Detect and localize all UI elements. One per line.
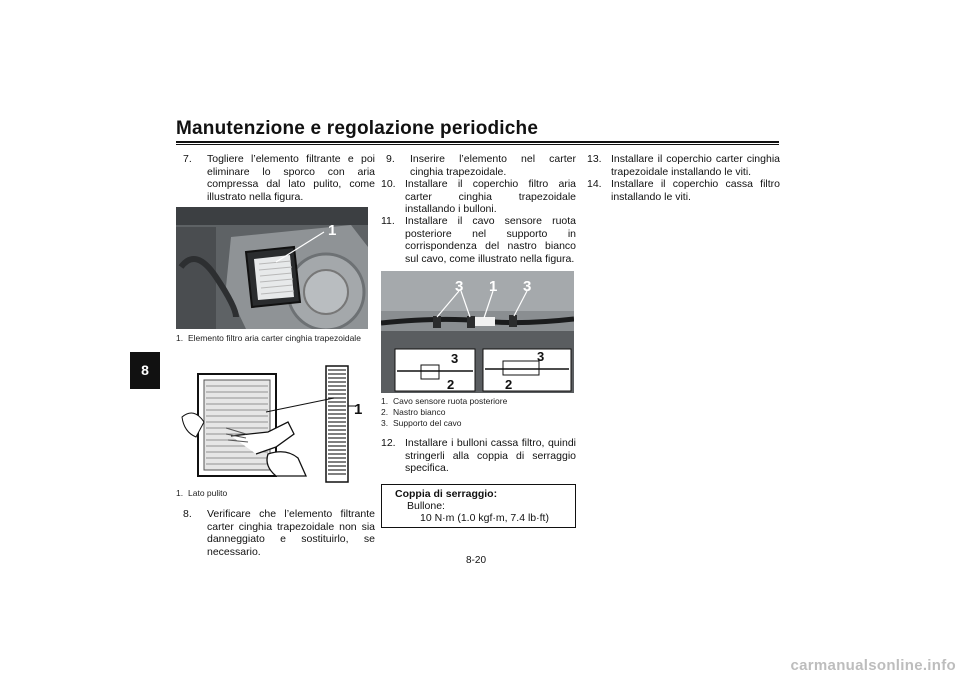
torque-heading: Coppia di serraggio: <box>395 488 498 500</box>
header-rule <box>176 141 779 143</box>
step-text: Installare il coperchio carter cinghia trapezoidale installando le viti. <box>611 153 780 178</box>
caption-number: 3. <box>381 418 389 428</box>
header-rule-thin <box>176 144 779 145</box>
step-text: Installare i bulloni cassa filtro, quindi stringerli alla coppia di serraggio specifica. <box>405 437 576 475</box>
caption-number: 1. <box>176 333 184 343</box>
step-number: 11. <box>381 215 395 227</box>
caption-number: 1. <box>381 396 389 406</box>
step-9 <box>386 153 576 179</box>
figure-3-callout-3d: 3 <box>537 349 545 364</box>
watermark: carmanualsonline.info <box>790 657 956 674</box>
caption-number: 2. <box>381 407 389 417</box>
torque-item: Bullone: <box>407 500 445 512</box>
step-text: Inserire l’elemento nel carter cinghia trapezoidale. <box>410 153 576 178</box>
figure-3-callout-3c: 3 <box>451 351 459 366</box>
figure-2-callout: 1 <box>354 401 363 418</box>
figure-3-callout-1: 1 <box>489 278 498 295</box>
step-number: 12. <box>381 437 396 449</box>
engine-photo-illustration <box>176 207 368 329</box>
step-text: Verificare che l’elemento filtrante carter cinghia trapezoidale non sia danneggiato e sostituirlo, se necessario. <box>207 508 375 558</box>
step-number: 7. <box>183 153 192 165</box>
photo-belt-case-filter <box>176 207 368 329</box>
step-13 <box>587 153 780 179</box>
step-text: Togliere l’elemento filtrante e poi eliminare lo sporco con aria compressa dal lato pulito, come illustrato nella figura. <box>207 153 375 203</box>
chapter-tab: 8 <box>130 352 160 389</box>
page-number: 8-20 <box>466 555 487 566</box>
torque-value: 10 N·m (1.0 kgf·m, 7.4 lb·ft) <box>420 512 549 524</box>
step-number: 10. <box>381 178 396 190</box>
figure-1-callout: 1 <box>328 222 337 239</box>
caption-text: Lato pulito <box>188 488 228 498</box>
filter-element-illustration <box>176 362 368 484</box>
figure-3-callout-3b: 3 <box>523 278 532 295</box>
page-title: Manutenzione e regolazione periodiche <box>176 118 539 139</box>
step-14 <box>587 178 780 204</box>
caption-line-3 <box>381 418 571 429</box>
figure-3-callout-2b: 2 <box>505 377 513 392</box>
step-10 <box>381 178 576 216</box>
caption-text: Nastro bianco <box>393 407 446 417</box>
photo-sensor-cable <box>381 271 574 393</box>
step-11 <box>381 215 576 267</box>
step-number: 13. <box>587 153 602 165</box>
figure-1-caption <box>176 333 371 357</box>
caption-line-1 <box>381 396 571 407</box>
step-number: 14. <box>587 178 602 190</box>
figure-3-callout-2a: 2 <box>447 377 455 392</box>
step-12 <box>381 437 576 477</box>
caption-text: Cavo sensore ruota posteriore <box>393 396 508 406</box>
cable-photo-illustration <box>381 271 574 393</box>
caption-number: 1. <box>176 488 184 498</box>
step-text: Installare il coperchio cassa filtro installando le viti. <box>611 178 780 203</box>
torque-spec-box <box>381 484 576 528</box>
step-text: Installare il cavo sensore ruota posteriore nel supporto in corrispondenza del nastro bianco sul cavo, come illustrato nella figura. <box>405 215 576 265</box>
caption-line-2 <box>381 407 571 418</box>
step-number: 9. <box>386 153 395 165</box>
figure-clean-side <box>176 362 368 484</box>
step-text: Installare il coperchio filtro aria carter cinghia trapezoidale installando i bulloni. <box>405 178 576 216</box>
figure-2-caption <box>176 488 366 500</box>
figure-3-callout-3a: 3 <box>455 278 464 295</box>
step-8 <box>183 508 375 558</box>
figure-3-captions <box>381 396 571 430</box>
step-7 <box>183 153 375 205</box>
caption-text: Supporto del cavo <box>393 418 462 428</box>
step-number: 8. <box>183 508 192 520</box>
caption-text: Elemento filtro aria carter cinghia trapezoidale <box>188 333 361 343</box>
